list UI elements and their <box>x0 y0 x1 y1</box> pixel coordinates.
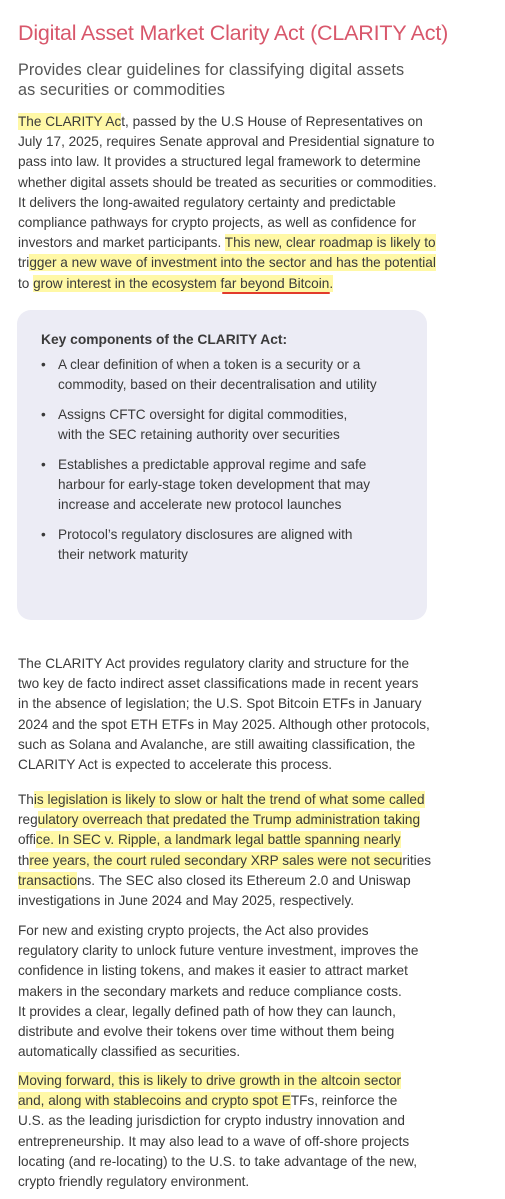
text-segment: two key de facto indirect asset classifications made in recent years <box>18 676 419 692</box>
text-line <box>18 1002 488 1022</box>
highlighted-text: and, along with stablecoins and crypto spot E <box>18 1093 291 1109</box>
legislation-paragraph <box>18 790 488 911</box>
text-segment: CLARITY Act is expected to accelerate this process. <box>18 757 333 773</box>
text-line <box>18 213 488 233</box>
text-segment: reg <box>18 812 38 828</box>
key-component-text <box>58 405 347 445</box>
highlighted-text: This new, clear roadmap is likely to <box>224 235 436 251</box>
text-line <box>18 152 488 172</box>
text-segment: 2024 and the spot ETH ETFs in May 2025. Although other protocols, <box>18 716 430 732</box>
text-line <box>18 233 488 253</box>
crypto-projects-paragraph <box>18 921 488 1062</box>
highlighted-text: gger a new wave of investment into the sector and has the potential <box>29 255 436 271</box>
text-line <box>18 1071 488 1091</box>
key-component-text <box>58 355 377 395</box>
text-line <box>18 253 488 273</box>
text-line: Establishes a predictable approval regime and safe <box>58 457 367 472</box>
highlighted-text: ce. In SEC v. Ripple, a landmark legal battle spanning nearly <box>35 832 401 848</box>
key-component-text <box>58 455 370 516</box>
article-subtitle <box>18 60 498 100</box>
subtitle-line: as securities or commodities <box>18 81 226 99</box>
text-segment: For new and existing crypto projects, the Act also provides <box>18 923 369 938</box>
red-underline-mark <box>222 292 330 294</box>
text-segment: crypto friendly regulatory environment. <box>18 1174 250 1190</box>
text-segment: rities <box>402 852 432 868</box>
text-line <box>18 830 488 850</box>
text-segment: offi <box>18 832 36 848</box>
text-line <box>18 1172 488 1192</box>
text-line <box>18 982 488 1002</box>
text-line <box>18 790 488 810</box>
text-segment: tri <box>18 255 30 271</box>
text-line <box>18 132 488 152</box>
text-line <box>18 1152 488 1172</box>
bullet-icon: • <box>41 407 46 422</box>
text-segment: makers in the secondary markets and reduce compliance costs. <box>18 983 402 999</box>
text-line: Protocol’s regulatory disclosures are aligned with <box>58 527 353 542</box>
text-segment: Th <box>18 792 34 807</box>
text-segment: It delivers the long-awaited regulatory certainty and predictable <box>18 194 396 210</box>
text-line <box>18 654 488 674</box>
bullet-icon: • <box>41 357 46 372</box>
text-line <box>18 961 488 981</box>
text-segment: U.S. as the leading jurisdiction for crypto industry innovation and <box>18 1113 405 1129</box>
text-line <box>18 735 488 755</box>
text-line <box>18 1111 488 1131</box>
text-segment: t, passed by the U.S House of Representatives on <box>121 114 423 129</box>
text-line <box>18 1091 488 1111</box>
highlighted-text: ulatory overreach that predated the Trump administration taking <box>37 812 421 828</box>
text-line <box>18 674 488 694</box>
article-title: Digital Asset Market Clarity Act (CLARITY Act) <box>18 21 449 45</box>
text-line: their network maturity <box>58 547 188 563</box>
text-segment: It provides a clear, legally defined path of how they can launch, <box>18 1003 396 1019</box>
text-line <box>18 755 488 775</box>
bullet-icon: • <box>41 457 46 472</box>
text-segment: investigations in June 2024 and May 2025, respectively. <box>18 893 355 909</box>
text-line <box>18 891 488 911</box>
highlighted-text: grow interest in the ecosystem far beyond Bitcoin. <box>33 275 334 291</box>
text-line: with the SEC retaining authority over securities <box>58 427 340 443</box>
text-segment: ns. The SEC also closed its Ethereum 2.0 and Uniswap <box>76 872 411 888</box>
text-line <box>18 112 488 132</box>
text-line <box>18 871 488 891</box>
text-segment: to <box>18 275 34 291</box>
text-segment: whether digital assets should be treated as securities or commodities. <box>18 174 437 190</box>
text-segment: pass into law. It provides a structured legal framework to determine <box>18 154 421 170</box>
text-line <box>18 810 488 830</box>
bullet-icon: • <box>41 527 46 542</box>
key-component-text <box>58 525 352 565</box>
text-segment: July 17, 2025, requires Senate approval and Presidential signature to <box>18 134 435 150</box>
key-components-title: Key components of the CLARITY Act: <box>41 332 288 347</box>
text-line <box>18 274 488 294</box>
text-segment: The CLARITY Act provides regulatory clarity and structure for the <box>18 656 410 671</box>
highlighted-text: is legislation is likely to slow or halt the trend of what some called <box>33 792 425 807</box>
text-line <box>18 921 488 941</box>
highlighted-text: The CLARITY Ac <box>18 114 122 129</box>
text-line <box>18 851 488 871</box>
text-segment: investors and market participants. <box>18 235 225 251</box>
text-line: commodity, based on their decentralisation and utility <box>58 377 377 393</box>
text-line <box>18 694 488 714</box>
text-segment: regulatory clarity to unlock future venture investment, improves the <box>18 943 419 959</box>
text-line: harbour for early-stage token development that may <box>58 477 371 493</box>
subtitle-line: Provides clear guidelines for classifying digital assets <box>18 61 405 79</box>
text-line <box>18 1042 488 1062</box>
text-segment: compliance pathways for crypto projects, as well as confidence for <box>18 215 417 231</box>
text-segment: th <box>18 852 30 868</box>
text-segment: entrepreneurship. It may also lead to a wave of off-shore projects <box>18 1133 410 1149</box>
text-segment: locating (and re-locating) to the U.S. to take advantage of the new, <box>18 1153 417 1169</box>
intro-paragraph <box>18 112 488 294</box>
text-line <box>18 193 488 213</box>
text-segment: distribute and evolve their tokens over time without them being <box>18 1024 395 1040</box>
text-line <box>18 715 488 735</box>
text-line: increase and accelerate new protocol launches <box>58 497 342 513</box>
highlighted-text: transactio <box>18 872 77 888</box>
text-line <box>18 173 488 193</box>
text-segment: confidence in listing tokens, and makes it easier to attract market <box>18 963 408 979</box>
text-segment: automatically classified as securities. <box>18 1044 241 1060</box>
moving-forward-paragraph <box>18 1071 488 1192</box>
text-line: Assigns CFTC oversight for digital commodities, <box>58 407 348 422</box>
clarity-structure-paragraph <box>18 654 488 775</box>
text-segment: such as Solana and Avalanche, are still awaiting classification, the <box>18 736 416 752</box>
text-line <box>18 1132 488 1152</box>
text-segment: TFs, reinforce the <box>290 1093 398 1109</box>
text-segment: in the absence of legislation; the U.S. Spot Bitcoin ETFs in January <box>18 696 422 712</box>
text-line: A clear definition of when a token is a security or a <box>58 357 361 372</box>
highlighted-text: ree years, the court ruled secondary XRP sales were not secu <box>29 852 403 868</box>
text-line <box>18 1022 488 1042</box>
highlighted-text: Moving forward, this is likely to drive growth in the altcoin sector <box>18 1073 402 1088</box>
text-line <box>18 941 488 961</box>
